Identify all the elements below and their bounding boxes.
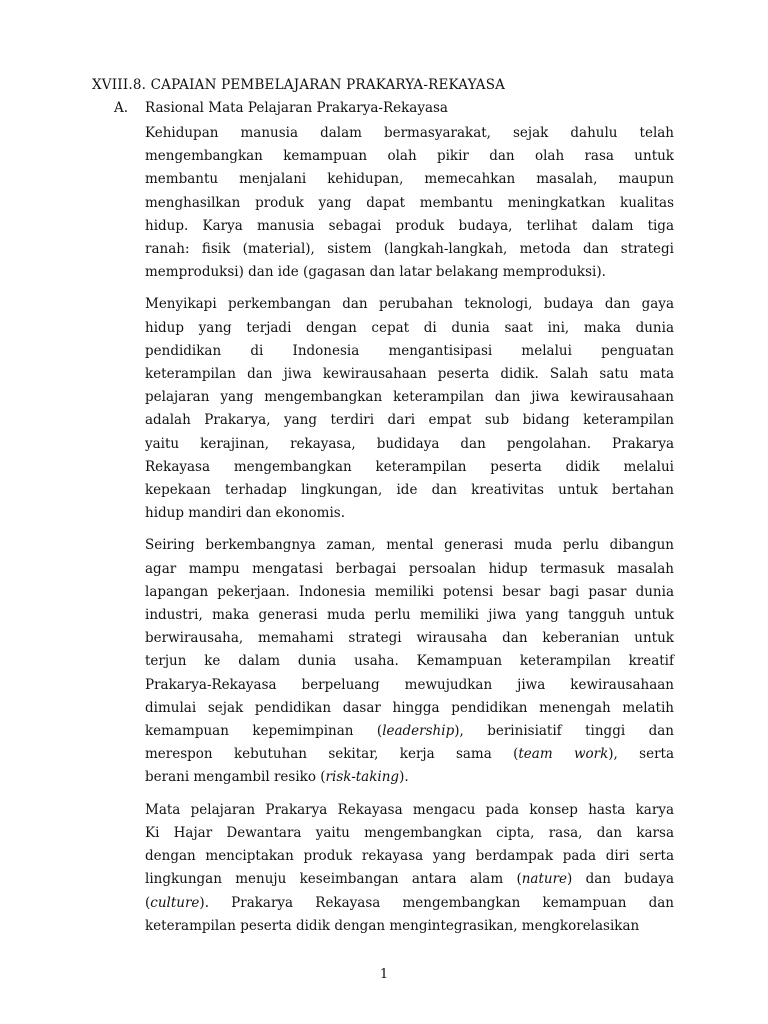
text-line: keterampilan dan jiwa kewirausahaan peserta didik. Salah satu mata bbox=[145, 366, 674, 383]
text-line: Ki Hajar Dewantara yaitu mengembangkan cipta, rasa, dan karsa bbox=[145, 824, 674, 841]
text-line: hidup mandiri dan ekonomis. bbox=[145, 505, 345, 522]
text-line: Kehidupan manusia dalam bermasyarakat, sejak dahulu telah bbox=[145, 125, 674, 141]
text-line: berwirausaha, memahami strategi wirausaha dan keberanian untuk bbox=[145, 630, 674, 647]
text-line: merespon kebutuhan sekitar, kerja sama (team work), serta bbox=[145, 746, 674, 763]
paragraph bbox=[145, 122, 674, 284]
text-line: agar mampu mengatasi berbagai persoalan hidup termasuk masalah bbox=[145, 560, 674, 577]
text-line: Rekayasa mengembangkan keterampilan peserta didik melalui bbox=[145, 458, 674, 475]
text-line: adalah Prakarya, yang terdiri dari empat sub bidang keterampilan bbox=[145, 412, 674, 429]
text-line: lingkungan menuju keseimbangan antara alam (nature) dan budaya bbox=[145, 871, 675, 888]
section-title: Rasional Mata Pelajaran Prakarya-Rekayasa bbox=[145, 100, 448, 116]
paragraph bbox=[145, 799, 674, 938]
text-line: kepekaan terhadap lingkungan, ide dan kreativitas untuk bertahan bbox=[145, 482, 674, 499]
text-line: menghasilkan produk yang dapat membantu meningkatkan kualitas bbox=[145, 194, 674, 211]
section-heading bbox=[114, 100, 448, 116]
text-line: yaitu kerajinan, rekayasa, budidaya dan pengolahan. Prakarya bbox=[145, 435, 674, 452]
text-line: kemampuan kepemimpinan (leadership), berinisiatif tinggi dan bbox=[145, 723, 674, 740]
text-line: hidup yang terjadi dengan cepat di dunia saat ini, maka dunia bbox=[145, 319, 674, 336]
page-number: 1 bbox=[379, 967, 389, 982]
text-line: industri, maka generasi muda perlu memiliki jiwa yang tangguh untuk bbox=[145, 607, 674, 624]
paragraph bbox=[145, 293, 674, 525]
text-line: terjun ke dalam dunia usaha. Kemampuan keterampilan kreatif bbox=[145, 653, 674, 670]
section-letter: A. bbox=[114, 100, 129, 116]
text-line: hidup. Karya manusia sebagai produk budaya, terlihat dalam tiga bbox=[145, 217, 674, 234]
text-line: dimulai sejak pendidikan dasar hingga pendidikan menengah melatih bbox=[145, 699, 674, 716]
text-line: membantu menjalani kehidupan, memecahkan masalah, maupun bbox=[145, 171, 674, 188]
paragraph bbox=[145, 534, 674, 789]
text-line: lapangan pekerjaan. Indonesia memiliki potensi besar bagi pasar dunia bbox=[145, 583, 674, 600]
body-text bbox=[145, 122, 674, 947]
chapter-heading: XVIII.8. CAPAIAN PEMBELAJARAN PRAKARYA-REKAYASA bbox=[92, 77, 506, 93]
text-line: Seiring berkembangnya zaman, mental generasi muda perlu dibangun bbox=[145, 537, 674, 554]
text-line: berani mengambil resiko (risk-taking). bbox=[145, 769, 409, 786]
text-line: Menyikapi perkembangan dan perubahan teknologi, budaya dan gaya bbox=[145, 296, 674, 313]
text-line: dengan menciptakan produk rekayasa yang berdampak pada diri serta bbox=[145, 848, 674, 865]
text-line: memproduksi) dan ide (gagasan dan latar belakang memproduksi). bbox=[145, 264, 606, 281]
text-line: Prakarya-Rekayasa berpeluang mewujudkan jiwa kewirausahaan bbox=[145, 676, 674, 693]
text-line: pendidikan di Indonesia mengantisipasi melalui penguatan bbox=[145, 342, 674, 359]
text-line: Mata pelajaran Prakarya Rekayasa mengacu pada konsep hasta karya bbox=[145, 801, 674, 818]
text-line: mengembangkan kemampuan olah pikir dan olah rasa untuk bbox=[145, 148, 674, 165]
text-line: (culture). Prakarya Rekayasa mengembangkan kemampuan dan bbox=[145, 894, 674, 911]
text-line: ranah: fisik (material), sistem (langkah-langkah, metoda dan strategi bbox=[145, 241, 674, 258]
text-line: pelajaran yang mengembangkan keterampilan dan jiwa kewirausahaan bbox=[145, 389, 674, 406]
text-line: keterampilan peserta didik dengan mengintegrasikan, mengkorelasikan bbox=[145, 917, 640, 934]
